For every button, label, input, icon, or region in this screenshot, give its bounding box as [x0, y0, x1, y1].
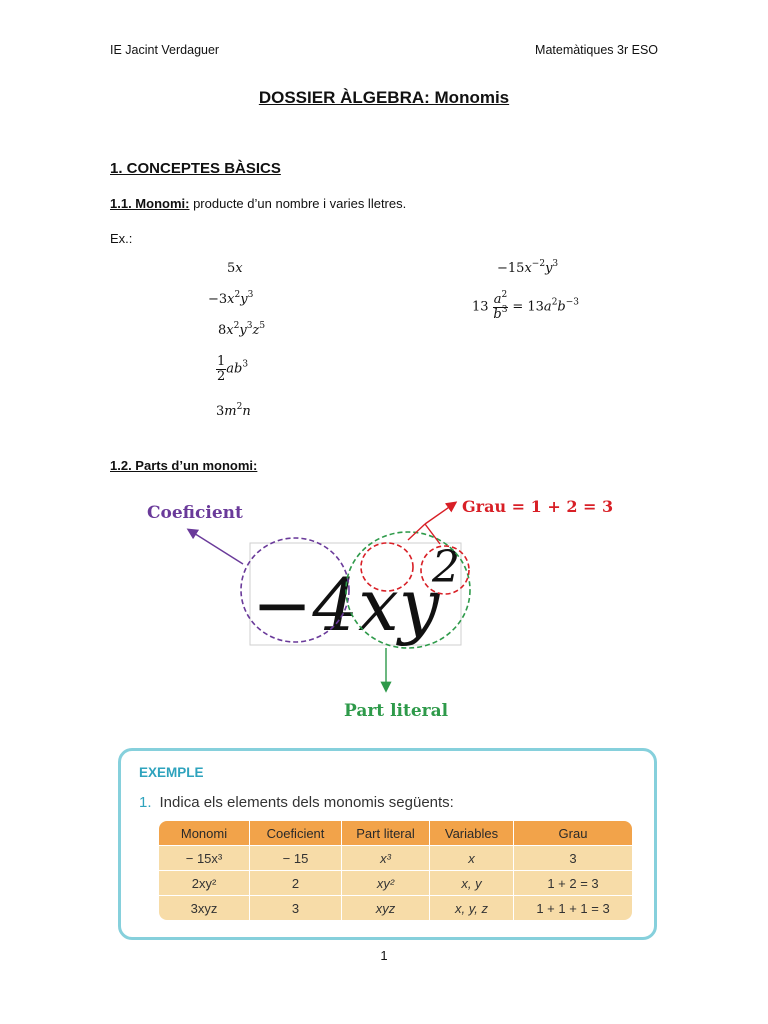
table-header: Part literal: [342, 821, 430, 845]
table-cell: xy²: [342, 870, 430, 895]
table-cell: 3xyz: [159, 895, 250, 920]
expression-exponent: 2: [432, 542, 460, 593]
example-left-4: $3m^2n$: [216, 402, 251, 419]
table-cell: x: [430, 845, 514, 870]
table-cell: − 15: [250, 845, 342, 870]
table-cell: 3: [514, 845, 632, 870]
table-cell: 3: [250, 895, 342, 920]
part-label: Part literal: [344, 701, 449, 721]
table-header: Coeficient: [250, 821, 342, 845]
grau-arrow-right: [425, 524, 440, 544]
page-number: 1: [380, 948, 388, 963]
example-number: 1.: [139, 794, 152, 811]
monomial-parts-diagram: [0, 480, 768, 730]
table-row: [159, 870, 632, 895]
example-question-text: Indica els elements dels monomis següents:: [159, 794, 454, 811]
example-left-2: $8x^2y^3z^5$: [218, 321, 266, 338]
table-cell: 1 + 2 = 3: [514, 870, 632, 895]
table-cell: 2: [250, 870, 342, 895]
grau-arrow: [425, 503, 455, 524]
section-heading: 1. CONCEPTES BÀSICS: [110, 160, 281, 177]
table-header: Grau: [514, 821, 632, 845]
example-right-0: $-15x^{-2}y^3$: [497, 259, 559, 276]
table-cell: x, y: [430, 870, 514, 895]
header-subject: Matemàtiques 3r ESO: [535, 43, 658, 57]
table-cell: xyz: [342, 895, 430, 920]
table-cell: x³: [342, 845, 430, 870]
definition-label: 1.1. Monomi:: [110, 196, 190, 211]
page-title: DOSSIER ÀLGEBRA: Monomis: [258, 88, 510, 107]
definition: [110, 196, 406, 211]
table-row: [159, 895, 632, 920]
example-left-0: 5x: [227, 261, 243, 276]
expression-text: −4xy: [252, 563, 440, 647]
table-cell: 1 + 1 + 1 = 3: [514, 895, 632, 920]
example-title: EXEMPLE: [139, 765, 204, 780]
example-question: [139, 794, 454, 811]
example-box: [118, 748, 657, 940]
example-left-3: $\frac{1}{2}$ $ab^3$: [217, 354, 249, 384]
table-cell: 2xy²: [159, 870, 250, 895]
examples-label: Ex.:: [110, 231, 133, 246]
table-header-row: [159, 821, 632, 845]
table-header: Monomi: [159, 821, 250, 845]
table-header: Variables: [430, 821, 514, 845]
table-cell: − 15x³: [159, 845, 250, 870]
example-left-1: $-3x^2y^3$: [208, 290, 254, 307]
coef-label: Coeficient: [147, 503, 243, 523]
header-school: IE Jacint Verdaguer: [110, 43, 220, 57]
definition-text: producte d’un nombre i varies lletres.: [189, 196, 407, 211]
example-right-1: 13 $\frac{a^2}{b^3}$ = $13a^2b^{-3}$: [472, 290, 580, 322]
coef-arrow: [189, 530, 243, 564]
table-cell: x, y, z: [430, 895, 514, 920]
table-row: [159, 845, 632, 870]
monomials-table: [159, 821, 632, 920]
grau-label: Grau = 1 + 2 = 3: [462, 497, 614, 516]
subsection-heading: 1.2. Parts d’un monomi:: [110, 458, 258, 473]
